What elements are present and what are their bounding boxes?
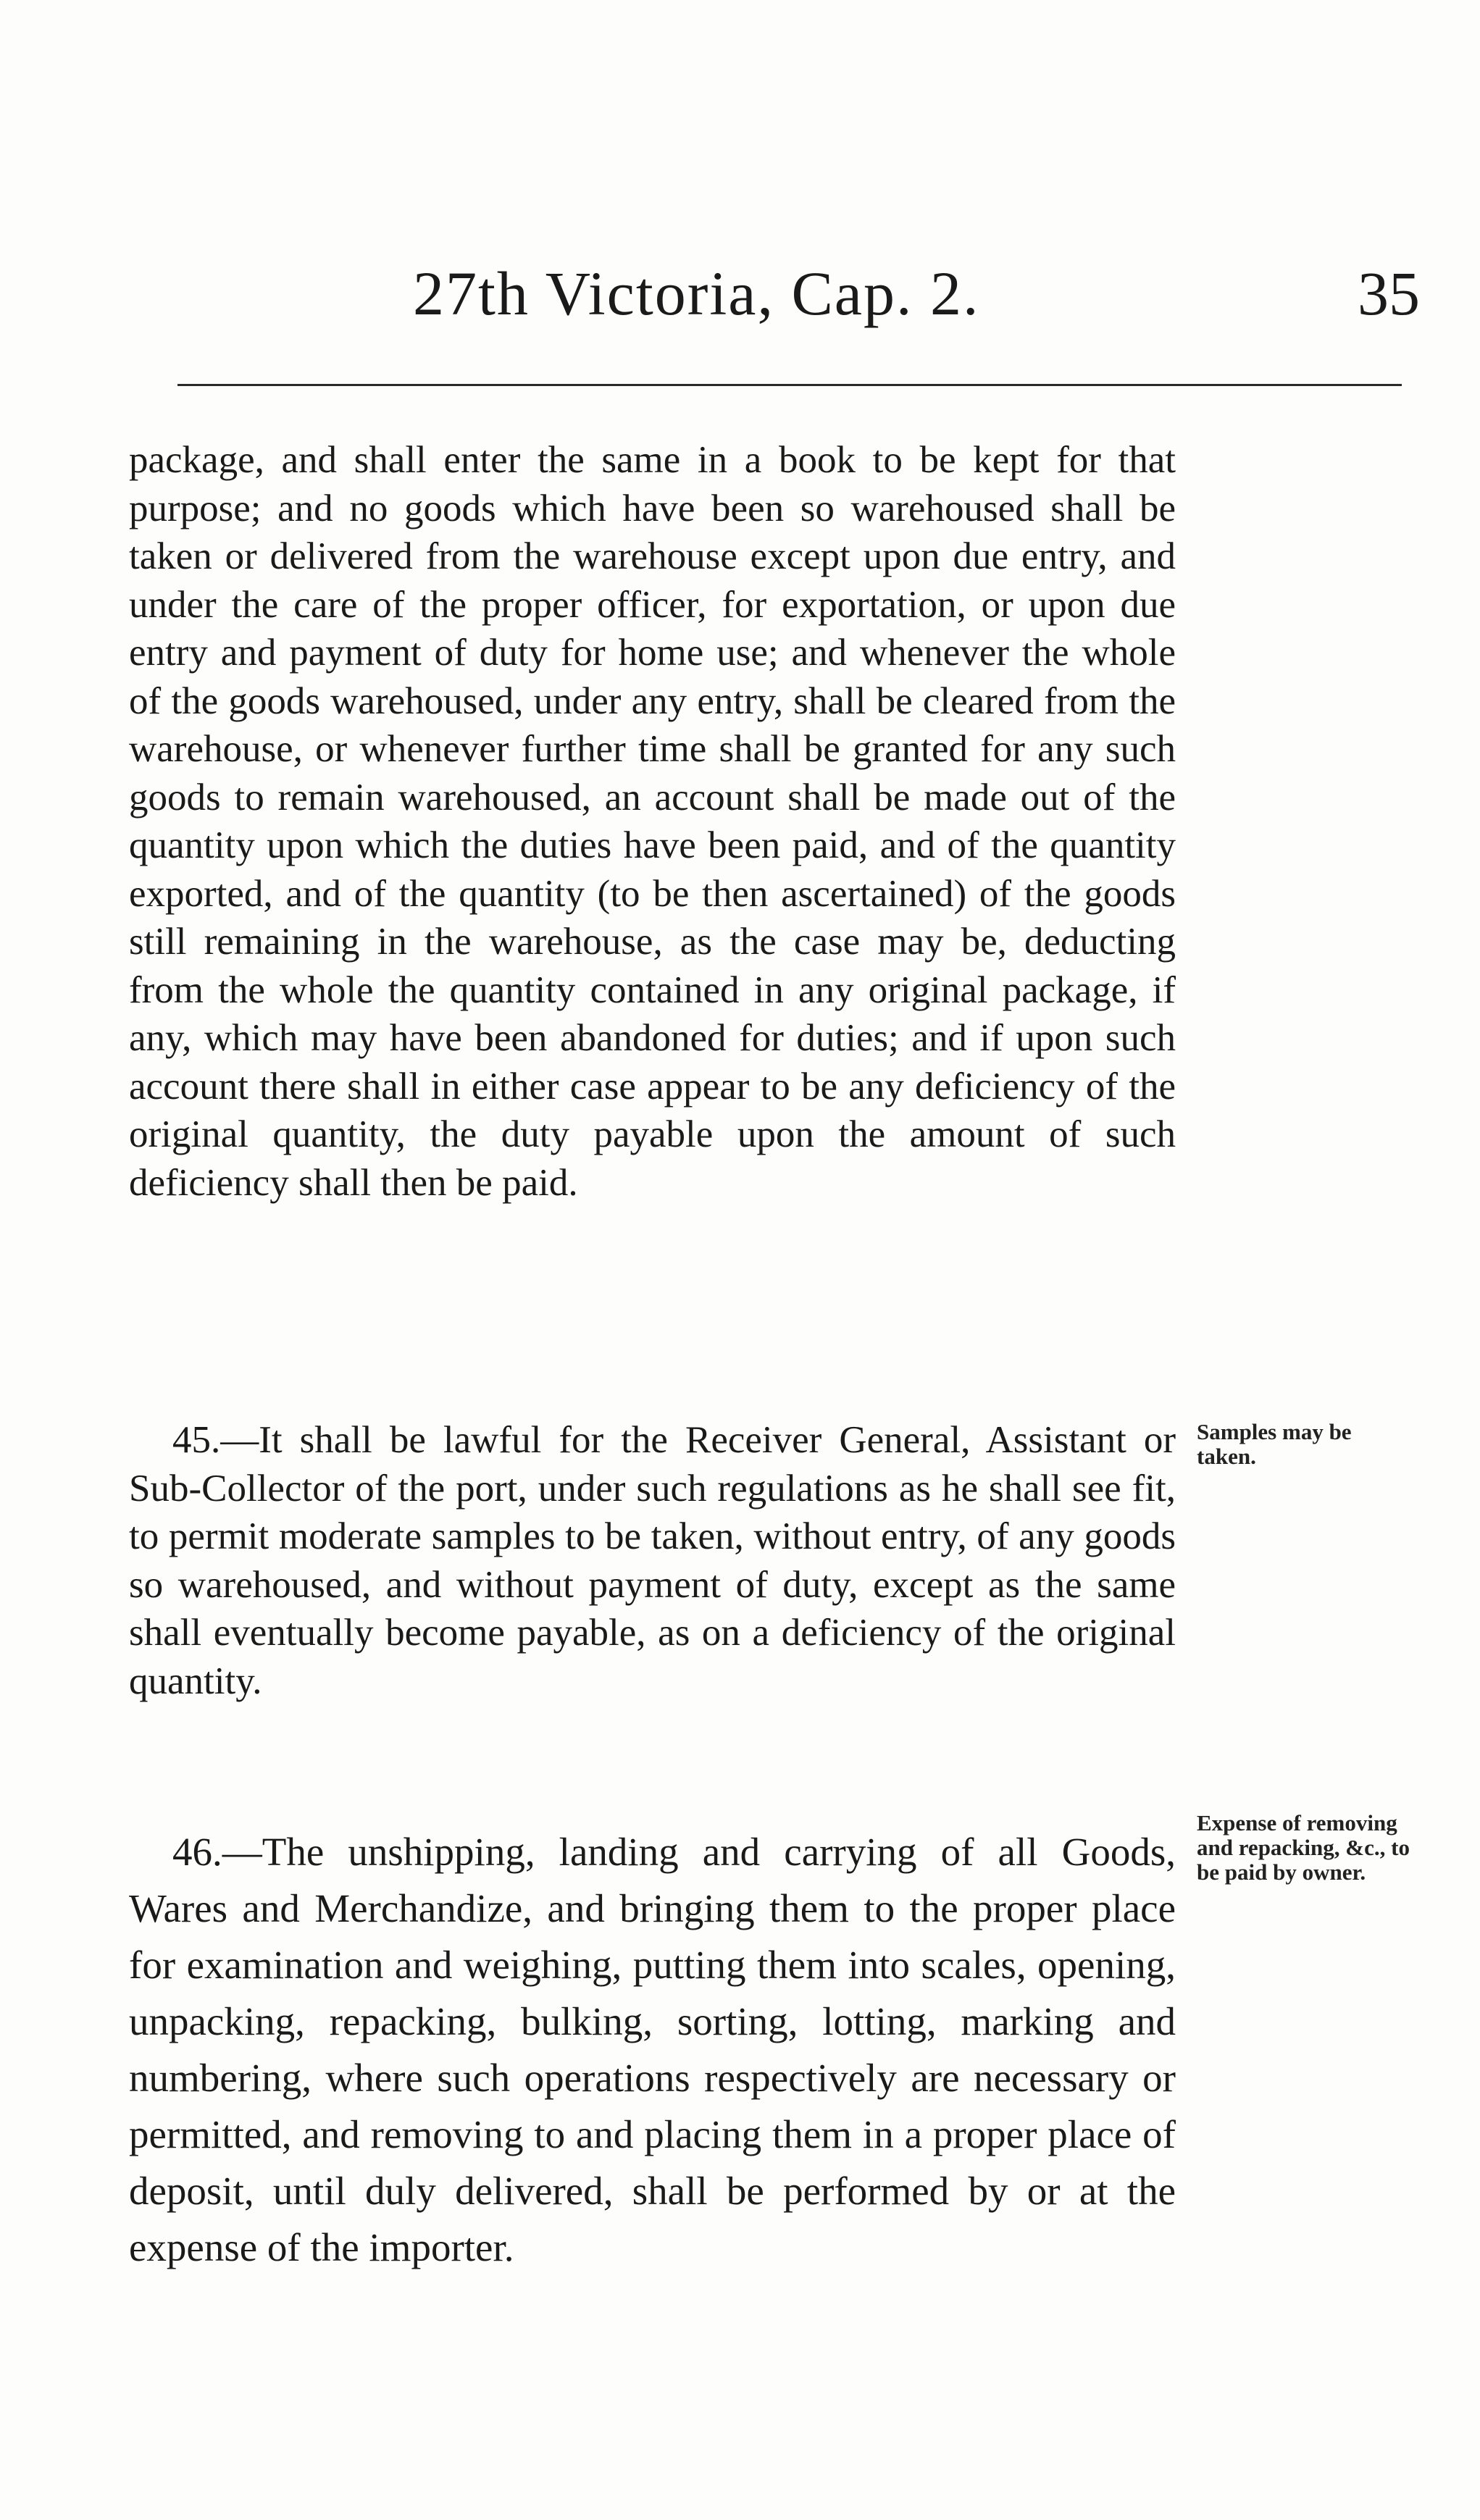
margin-note-expense: Expense of removing and repacking, &c., to be paid by owner. (1197, 1810, 1410, 1885)
header-rule (177, 384, 1402, 386)
running-title: 27th Victoria, Cap. 2. (413, 259, 980, 328)
section-45-paragraph: 45.—It shall be lawful for the Receiver General, Assistant or Sub-Collector of the port, under such regulations as he shall see fit, to permit moderate samples to be taken, without entry, of any goods so warehoused, and without payment of duty, except as the same shall eventually become payable, as on a deficiency of the original quantity. (129, 1419, 1176, 1702)
continued-paragraph: package, and shall enter the same in a book to be kept for that purpose; and no goods which have been so warehoused shall be taken or delivered from the warehouse except upon due entry, and under the care of the proper officer, for exportation, or upon due entry and payment of duty for home use; and whenever the whole of the goods warehoused, under any entry, shall be cleared from the warehouse, or whenever further time shall be granted for any such goods to remain warehoused, an account shall be made out of the quantity upon which the duties have been paid, and of the quantity exported, and of the quantity (to be then ascertained) of the goods still remaining in the warehouse, as the case may be, deducting from the whole the quantity contained in any original package, if any, which may have been abandoned for duties; and if upon such account there shall in either case appear to be any deficiency of the original quantity, the duty payable upon the amount of such deficiency shall then be paid. (129, 439, 1176, 1204)
page-number: 35 (1358, 259, 1420, 328)
running-head (174, 257, 1420, 344)
margin-note-samples: Samples may be taken. (1197, 1419, 1352, 1469)
section-46-paragraph: 46.—The unshipping, landing and carrying of all Goods, Wares and Merchandize, and bringing them to the proper place for examination and weighing, putting them into scales, opening, unpacking, repacking, bulking, sorting, lotting, marking and numbering, where such operations respectively are necessary or permitted, and removing to and placing them in a proper place of deposit, until duly delivered, shall be performed by or at the expense of the importer. (129, 1830, 1176, 2269)
